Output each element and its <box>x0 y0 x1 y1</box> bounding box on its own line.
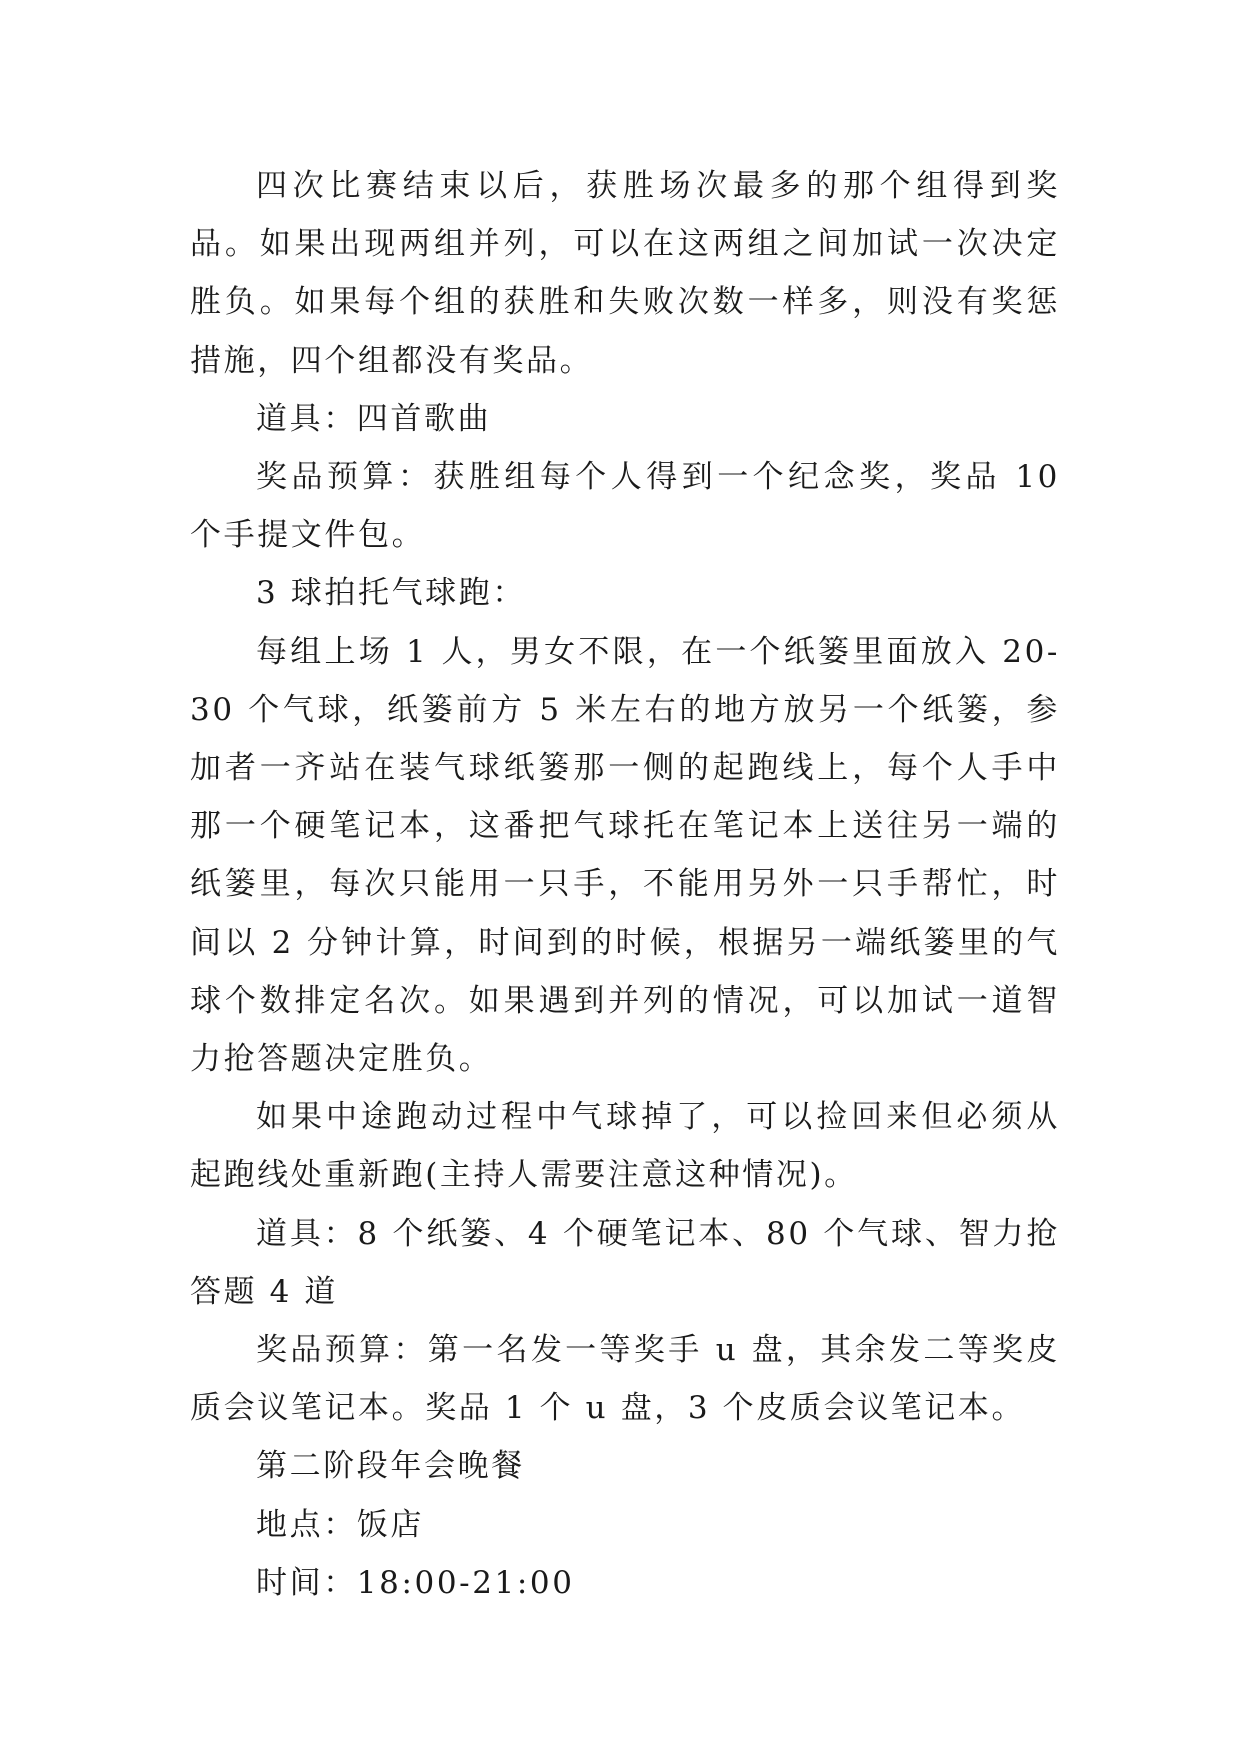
paragraph-stage-two-heading: 第二阶段年会晚餐 <box>256 1448 525 1485</box>
document-body <box>190 157 1060 1612</box>
paragraph-location: 地点：饭店 <box>256 1506 424 1543</box>
paragraph-props-list: 道具：8 个纸篓、4 个硬笔记本、80 个气球、智力抢答题 4 道 <box>190 1215 1060 1310</box>
paragraph-game-title: 3 球拍托气球跑： <box>256 575 526 612</box>
paragraph-award-rules: 四次比赛结束以后，获胜场次最多的那个组得到奖品。如果出现两组并列，可以在这两组之间加试一次决定胜负。如果每个组的获胜和失败次数一样多，则没有奖惩措施，四个组都没有奖品。 <box>190 168 1060 379</box>
paragraph-time: 时间：18:00-21:00 <box>256 1564 575 1601</box>
paragraph-game-rules: 每组上场 1 人，男女不限，在一个纸篓里面放入 20-30 个气球，纸篓前方 5 米左右的地方放另一个纸篓，参加者一齐站在装气球纸篓那一侧的起跑线上，每个人手中那一个硬笔记本，这番把气球托在笔记本上送往另一端的纸篓里，每次只能用一只手，不能用另外一只手帮忙，时间以 2 分钟计算，时间到的时候，根据另一端纸篓里的气球个数排定名次。如果遇到并列的情况，可以加试一道智力抢答题决定胜负。 <box>190 633 1060 1078</box>
paragraph-balloon-drop-rule: 如果中途跑动过程中气球掉了，可以捡回来但必须从起跑线处重新跑(主持人需要注意这种情况)。 <box>190 1099 1060 1194</box>
paragraph-prize-budget-2: 奖品预算：第一名发一等奖手 u 盘，其余发二等奖皮质会议笔记本。奖品 1 个 u 盘，3 个皮质会议笔记本。 <box>190 1332 1060 1427</box>
paragraph-prize-budget-1: 奖品预算：获胜组每个人得到一个纪念奖，奖品 10 个手提文件包。 <box>190 459 1060 554</box>
paragraph-props-songs: 道具：四首歌曲 <box>256 400 492 437</box>
